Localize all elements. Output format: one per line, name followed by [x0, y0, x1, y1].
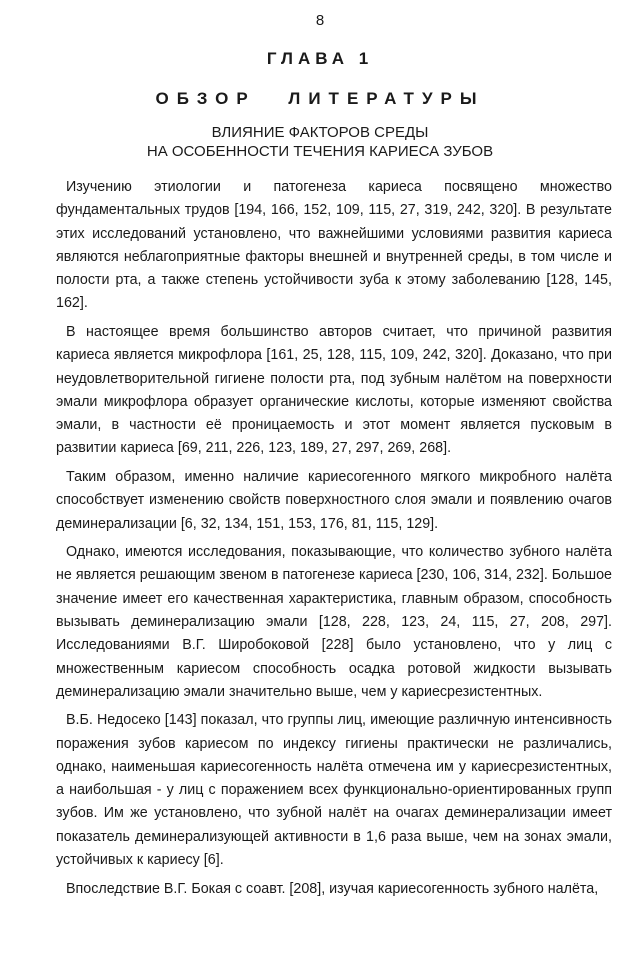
chapter-title: ОБЗОР ЛИТЕРАТУРЫ [155, 89, 485, 108]
body-text [56, 176, 612, 906]
paragraph-5: В.Б. Недосеко [143] показал, что группы лиц, имеющие различную интенсивность поражения зубов кариесом по индексу гигиены практически не различались, однако, наименьшая кариесогенность налёта отмечена им у кариесрезистентных, а наибольшая - у лиц с поражением всех функционально-ориентированных групп зубов. Им же установлено, что зубной налёт на очагах деминерализации имеет показатель деминерализующей активности в 1,6 раза выше, чем на зонах эмали, устойчивых к кариесу [6]. [56, 712, 612, 869]
section-title [0, 123, 640, 161]
page-number: 8 [315, 12, 325, 29]
paragraph-6: Впоследствие В.Г. Бокая с соавт. [208], изучая кариесогенность зубного налёта, [66, 880, 599, 897]
paragraph-1: Изучению этиологии и патогенеза кариеса посвящено множество фундаментальных трудов [194, 166, 152, 109, 115, 27, 319, 242, 320]. В результате этих исследований установлено, что важнейшими условиями развития кариеса являются неблагоприятные факторы внешней и внутренней среды, в том числе и полости рта, а также степень устойчивости зуба к этому заболеванию [128, 145, 162]. [56, 179, 612, 312]
section-title-line-2: НА ОСОБЕННОСТИ ТЕЧЕНИЯ КАРИЕСА ЗУБОВ [146, 143, 494, 160]
paragraph-3: Таким образом, именно наличие кариесогенного мягкого микробного налёта способствует изменению свойств поверхностного слоя эмали и появлению очагов деминерализации [6, 32, 134, 151, 153, 176, 81, 115, 129]. [56, 468, 612, 532]
chapter-label: ГЛАВА 1 [266, 49, 374, 68]
paragraph-4: Однако, имеются исследования, показывающие, что количество зубного налёта не является решающим звеном в патогенезе кариеса [230, 106, 314, 232]. Большое значение имеет его качественная характеристика, главным образом, способность вызывать деминерализацию эмали [128, 228, 123, 24, 115, 27, 208, 297]. Исследованиями В.Г. Широбоковой [228] было установлено, что у лиц с множественным кариесом способность осадка ротовой жидкости вызывать деминерализацию эмали значительно выше, чем у кариесрезистентных. [56, 544, 612, 700]
paragraph-2: В настоящее время большинство авторов считает, что причиной развития кариеса является микрофлора [161, 25, 128, 115, 109, 242, 320]. Доказано, что при неудовлетворительной гигиене полости рта, под зубным налётом на поверхности эмали микрофлора образует органические кислоты, которые изменяют свойства эмали, в частности её проницаемость и этот момент является пусковым в развитии кариеса [69, 211, 226, 123, 189, 27, 297, 269, 268]. [56, 323, 612, 457]
section-title-line-1: ВЛИЯНИЕ ФАКТОРОВ СРЕДЫ [211, 124, 429, 141]
